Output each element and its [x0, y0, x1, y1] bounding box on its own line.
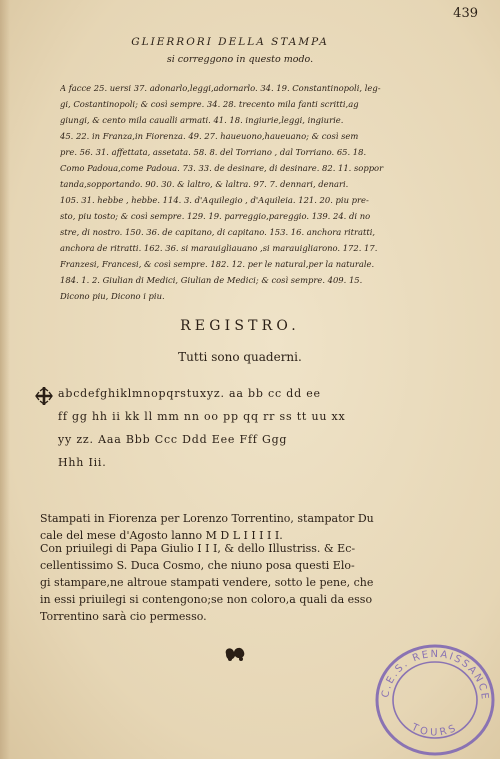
errata-line: 184. 1. 2. Giulian di Medici, Giulian de Medici; & così sempre. 409. 15.	[60, 275, 363, 285]
errata-line: sto, piu tosto; & così sempre. 129. 19. parreggio,pareggio. 139. 24. di no	[60, 211, 371, 221]
signature-line: yy zz. Aaa Bbb Ccc Ddd Eee Fff Ggg	[58, 433, 288, 446]
registro-signatures	[58, 382, 448, 474]
errata-line: Dicono piu, Dicono i piu.	[60, 291, 165, 301]
errata-line: 105. 31. hebbe , hebbe. 114. 3. d'Aquilegio , d'Aquileia. 121. 20. piu pre-	[60, 195, 369, 205]
page-number: 439	[453, 6, 478, 21]
signature-line: abcdefghiklmnopqrstuxyz. aa bb cc dd ee	[58, 387, 321, 400]
errata-line: pre. 56. 31. affettata, assetata. 58. 8. del Torriano , dal Torriano. 65. 18.	[60, 147, 367, 157]
colophon-line: cale del mese d'Agosto lanno M D L I I I I I.	[40, 529, 283, 542]
signature-line: ff gg hh ii kk ll mm nn oo pp qq rr ss tt uu xx	[58, 410, 346, 423]
privilege-line: cellentissimo S. Duca Cosmo, che niuno posa questi Elo-	[40, 559, 355, 572]
errata-line: tanda,sopportando. 90. 30. & laltro, & laltra. 97. 7. dennari, denari.	[60, 179, 349, 189]
privilege-line: gi stampare,ne altroue stampati vendere, sotto le pene, che	[40, 576, 374, 589]
colophon-line: Stampati in Fiorenza per Lorenzo Torrentino, stampator Du	[40, 512, 374, 525]
signature-line: Hhh Iii.	[58, 456, 107, 469]
privilege-notice	[40, 540, 460, 625]
colophon	[40, 510, 460, 544]
library-stamp-icon	[372, 640, 498, 758]
registro-title: REGISTRO.	[180, 318, 300, 334]
errata-line: Franzesi, Francesi, & così sempre. 182. 12. per le natural,per la naturale.	[60, 259, 375, 269]
errata-subheading: si correggono in questo modo.	[166, 54, 314, 65]
errata-line: gi, Costantinopoli; & così sempre. 34. 28. trecento mila fanti scritti,ag	[60, 99, 359, 109]
privilege-line: Torrentino sarà cio permesso.	[40, 610, 207, 623]
errata-line: Como Padoua,come Padoua. 73. 33. de desinare, di desinare. 82. 11. soppor	[60, 163, 384, 173]
cross-mark-icon	[34, 386, 54, 406]
registro-note: Tutti sono quaderni.	[178, 350, 302, 364]
errata-line: 45. 22. in Franza,in Fiorenza. 49. 27. haueuono,haueuano; & così sem	[60, 131, 359, 141]
privilege-line: Con priuilegi di Papa Giulio I I I, & dello Illustriss. & Ec-	[40, 542, 356, 555]
privilege-line: in essi priuilegi si contengono;se non coloro,a quali da esso	[40, 593, 373, 606]
errata-line: stre, di nostro. 150. 36. de capitano, di capitano. 153. 16. anchora ritratti,	[60, 227, 376, 237]
svg-text:TOURS: TOURS	[409, 722, 461, 739]
errata-line: anchora de ritratti. 162. 36. si marauigliauano ,si marauigliarono. 172. 17.	[60, 243, 378, 253]
errata-line: A facce 25. uersi 37. adonarlo,leggi,adornarlo. 34. 19. Constantinopoli, leg-	[60, 83, 381, 93]
errata-heading: GLIERRORI DELLA STAMPA	[131, 36, 329, 48]
errata-list	[60, 80, 440, 304]
errata-line: giungi, & cento mila caualli armati. 41. 18. ingiurie,leggi, ingiurie.	[60, 115, 344, 125]
svg-text:C.E.S. RENAISSANCE: C.E.S. RENAISSANCE	[380, 648, 491, 702]
fleuron-ornament-icon	[222, 644, 248, 664]
page-edge-shadow	[0, 0, 10, 759]
